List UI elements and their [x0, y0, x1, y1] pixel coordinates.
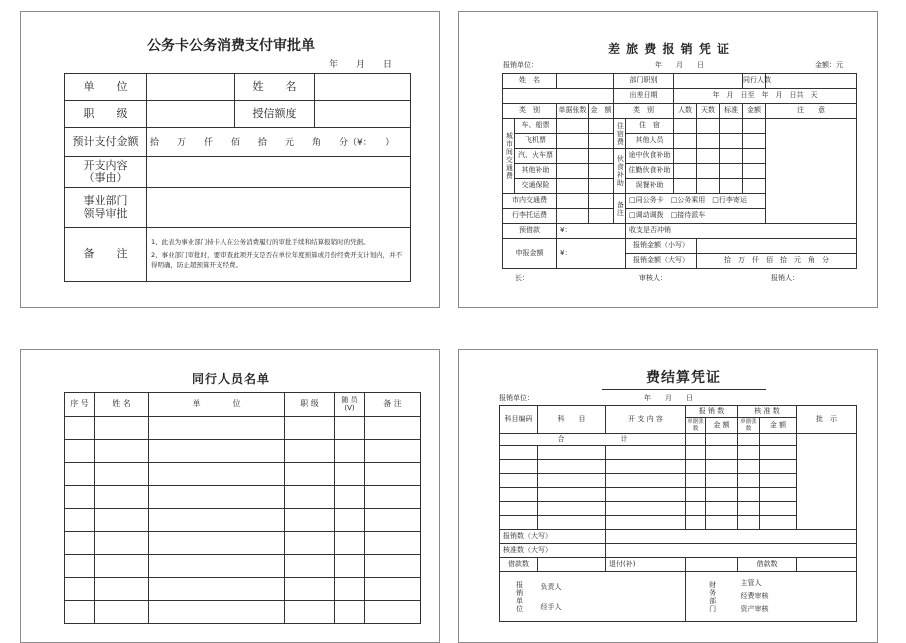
row-label: 住 宿 — [626, 119, 674, 134]
cell[interactable] — [335, 417, 365, 440]
cell[interactable] — [738, 474, 760, 488]
cell[interactable] — [720, 134, 743, 149]
content-line-1: 开支内容 — [83, 158, 128, 172]
form-title: 差 旅 费 报 销 凭 证 — [607, 42, 731, 56]
label-trip-date: 出差日期 — [614, 89, 674, 104]
cell-note[interactable] — [797, 434, 857, 530]
label-name: 姓 名 — [503, 74, 557, 89]
cell[interactable] — [706, 446, 738, 460]
cell[interactable] — [760, 516, 797, 530]
cell[interactable] — [65, 509, 95, 532]
cell[interactable] — [335, 440, 365, 463]
cell-name[interactable] — [557, 74, 614, 89]
row-label: 汽、火车票 — [515, 149, 557, 164]
cell[interactable] — [760, 434, 797, 446]
cell-prepaid[interactable] — [538, 558, 606, 572]
cell[interactable] — [589, 179, 614, 194]
cell[interactable] — [149, 555, 285, 578]
cell[interactable] — [65, 555, 95, 578]
cell[interactable] — [743, 134, 766, 149]
head-content: 开 支 内 容 — [606, 406, 686, 434]
cell[interactable] — [557, 134, 589, 149]
cell[interactable] — [606, 446, 686, 460]
cell[interactable] — [285, 486, 335, 509]
head-no: 序 号 — [65, 393, 95, 417]
cell-claimed[interactable]: ¥： — [557, 239, 626, 269]
label-credit: 授信额度 — [235, 101, 315, 128]
cell[interactable] — [285, 555, 335, 578]
cell[interactable] — [720, 179, 743, 194]
cell[interactable] — [149, 417, 285, 440]
form-title: 费结算凭证 — [646, 370, 721, 386]
cell[interactable] — [149, 509, 285, 532]
head-amount2: 金 额 — [760, 418, 797, 434]
signer-chief: 主管人 — [740, 578, 762, 587]
head-docs: 单据张数 — [557, 104, 589, 119]
cell[interactable] — [606, 488, 686, 502]
remark-note-2: 2、事业部门审批时，要审查此项开支是否在单位年度预算或月份经费开支计划内，并不得明确，防止超预算开支经费。 — [151, 251, 403, 269]
head-code: 科目编码 — [500, 406, 538, 434]
head-remark: 注 意 — [766, 104, 857, 119]
cell[interactable] — [335, 578, 365, 601]
cell[interactable] — [738, 460, 760, 474]
head-approve: 核 准 数 — [738, 406, 797, 418]
cell[interactable] — [500, 488, 538, 502]
group-finance — [686, 572, 738, 622]
cell[interactable] — [743, 119, 766, 134]
cell[interactable] — [589, 194, 614, 209]
row-label: 其他补助 — [515, 164, 557, 179]
head-std: 标准 — [720, 104, 743, 119]
cell[interactable] — [674, 134, 697, 149]
cell[interactable] — [706, 434, 738, 446]
cell[interactable] — [149, 463, 285, 486]
cell[interactable] — [697, 134, 720, 149]
form-title: 公务卡公务消费支付审批单 — [147, 38, 315, 54]
cell[interactable] — [95, 509, 149, 532]
cell[interactable] — [606, 502, 686, 516]
form-title: 同行人员名单 — [191, 372, 270, 386]
label-prepaid: 借款数 — [500, 558, 538, 572]
label-amount: 预计支付金额 — [65, 128, 147, 157]
cell[interactable] — [760, 460, 797, 474]
label-rank: 职 级 — [65, 101, 147, 128]
cell[interactable] — [95, 532, 149, 555]
cell[interactable] — [285, 601, 335, 624]
cell[interactable] — [285, 417, 335, 440]
cell[interactable] — [720, 149, 743, 164]
cell[interactable] — [706, 516, 738, 530]
remark-note-1: 1、此表为事业部门持卡人在公务消费履行的审批手续和结算报销时的凭据。 — [151, 238, 370, 247]
label-total-small: 报销金额（小写） — [626, 239, 697, 254]
cell-unit[interactable] — [147, 74, 235, 101]
cell[interactable] — [743, 179, 766, 194]
cell-blank — [503, 89, 614, 104]
cell[interactable] — [538, 460, 606, 474]
cell[interactable] — [697, 149, 720, 164]
signer-asset: 资产审核 — [740, 605, 769, 614]
content-line-2: （事由） — [83, 171, 128, 184]
label-approve-big: 核准数（大写） — [500, 544, 606, 558]
seat-mark: (V) — [344, 403, 355, 412]
cell[interactable] — [686, 434, 706, 446]
row-sum: 合 计 — [500, 434, 686, 446]
cell[interactable] — [697, 179, 720, 194]
cell[interactable] — [589, 134, 614, 149]
cell[interactable] — [706, 488, 738, 502]
cell[interactable] — [365, 463, 421, 486]
cell[interactable] — [95, 417, 149, 440]
row-label: 误餐补助 — [626, 179, 674, 194]
cell[interactable] — [95, 486, 149, 509]
checkbox-row-1[interactable]: □同公务卡 □公务乘用 □行李寄运 — [626, 194, 766, 209]
cell-offset[interactable] — [797, 558, 857, 572]
cell[interactable] — [500, 502, 538, 516]
title-underline — [602, 389, 766, 390]
cell[interactable] — [557, 119, 589, 134]
cell[interactable] — [743, 164, 766, 179]
cell[interactable] — [500, 460, 538, 474]
cell[interactable] — [557, 179, 589, 194]
table-row — [65, 440, 421, 463]
signer-agent: 经手人 — [540, 602, 562, 611]
label-content — [65, 157, 147, 188]
cell[interactable] — [365, 440, 421, 463]
cell[interactable] — [738, 446, 760, 460]
checkbox-row-2[interactable]: □调动调拨 □接待派车 — [626, 209, 766, 224]
table-row — [65, 509, 421, 532]
cell[interactable] — [538, 474, 606, 488]
form-date: 年 月 日 — [644, 394, 693, 402]
head-days: 天数 — [697, 104, 720, 119]
cell-approve-big[interactable] — [606, 544, 857, 558]
cell-total-small[interactable] — [697, 239, 857, 254]
cell[interactable] — [538, 488, 606, 502]
cell[interactable] — [606, 516, 686, 530]
label-name: 姓 名 — [235, 74, 315, 101]
cell-remark — [147, 228, 411, 282]
label-total-big: 报销金额（大写） — [626, 254, 697, 269]
cell[interactable] — [65, 578, 95, 601]
finance-signers — [738, 572, 857, 622]
cell[interactable] — [738, 434, 760, 446]
table-row — [65, 463, 421, 486]
sign-auditor: 审核人： — [639, 274, 667, 282]
cell[interactable] — [65, 440, 95, 463]
cell[interactable] — [285, 532, 335, 555]
cell-approve[interactable] — [147, 188, 411, 228]
label-dept: 部门职别 — [614, 74, 674, 89]
signer-reviewer: 经费审核 — [740, 591, 769, 600]
cell[interactable] — [720, 164, 743, 179]
head-rank: 职 级 — [285, 393, 335, 417]
group-city-transport: 城市间交通费 — [503, 119, 515, 194]
group-claim-unit — [500, 572, 538, 622]
travel-table — [502, 73, 857, 269]
cell[interactable] — [720, 119, 743, 134]
row-label: 市内交通费 — [503, 194, 557, 209]
head-people: 人数 — [674, 104, 697, 119]
group-note: 备注 — [614, 194, 626, 224]
head-claim: 报 销 数 — [686, 406, 738, 418]
table-row — [65, 532, 421, 555]
sign-claimant: 报销人： — [771, 274, 799, 282]
cell[interactable] — [285, 440, 335, 463]
cell[interactable] — [706, 474, 738, 488]
cell[interactable] — [65, 486, 95, 509]
cell[interactable] — [95, 555, 149, 578]
cell[interactable] — [149, 601, 285, 624]
cell[interactable] — [686, 502, 706, 516]
cell[interactable] — [365, 417, 421, 440]
row-label: 车、船票 — [515, 119, 557, 134]
cell[interactable] — [686, 474, 706, 488]
approve-line-1: 事业部门 — [83, 194, 128, 208]
cell[interactable] — [149, 532, 285, 555]
cell-amount[interactable] — [147, 128, 411, 157]
cell-refund[interactable] — [686, 558, 738, 572]
head-note: 批 示 — [797, 406, 857, 434]
signer-handler: 负责人 — [540, 582, 562, 591]
cell[interactable] — [760, 502, 797, 516]
head-docs: 单据张数 — [687, 419, 704, 432]
head-amount: 金 额 — [706, 418, 738, 434]
cell-date-range[interactable]: 年 月 日至 年 月 日共 天 — [674, 89, 857, 104]
cell-companions[interactable] — [766, 74, 857, 89]
cell[interactable] — [589, 149, 614, 164]
amount-units: 拾 万 仟 佰 拾 元 角 分（¥： ） — [150, 137, 395, 148]
label-approve — [65, 188, 147, 228]
claim-unit-signers — [538, 572, 686, 622]
cell[interactable] — [65, 417, 95, 440]
cell-remark[interactable] — [766, 119, 857, 224]
cell[interactable] — [589, 119, 614, 134]
cell[interactable] — [589, 209, 614, 224]
row-label: 交通保险 — [515, 179, 557, 194]
seat-label: 随 员 — [341, 395, 358, 404]
unit-label: 报销单位： — [503, 61, 538, 69]
cell-prepaid[interactable]: ¥： — [557, 224, 626, 239]
cell[interactable] — [686, 488, 706, 502]
cell[interactable] — [65, 463, 95, 486]
cell[interactable] — [65, 601, 95, 624]
cell[interactable] — [500, 474, 538, 488]
cell[interactable] — [335, 532, 365, 555]
label-claim-big: 报销数（大写） — [500, 530, 606, 544]
cell[interactable] — [760, 488, 797, 502]
cell[interactable] — [335, 509, 365, 532]
cell[interactable] — [538, 516, 606, 530]
cell[interactable] — [365, 509, 421, 532]
row-label: 其他人员 — [626, 134, 674, 149]
cell[interactable] — [149, 486, 285, 509]
head-subject: 科 目 — [538, 406, 606, 434]
cell[interactable] — [606, 460, 686, 474]
head-cat2: 类 别 — [614, 104, 674, 119]
cell-total-big[interactable]: 拾 万 仟 佰 拾 元 角 分 — [697, 254, 857, 269]
cell[interactable] — [365, 532, 421, 555]
head-amount2: 金额 — [743, 104, 766, 119]
cell[interactable] — [686, 460, 706, 474]
settlement-table — [499, 405, 857, 622]
head-seat — [335, 393, 365, 417]
label-refund: 退付(补) — [606, 558, 686, 572]
table-row — [65, 486, 421, 509]
cell[interactable] — [95, 601, 149, 624]
table-row — [65, 555, 421, 578]
cell[interactable] — [674, 179, 697, 194]
cell[interactable] — [365, 486, 421, 509]
cell[interactable] — [760, 474, 797, 488]
cell[interactable] — [706, 502, 738, 516]
cell[interactable] — [538, 446, 606, 460]
cell[interactable] — [365, 578, 421, 601]
cell[interactable] — [557, 194, 589, 209]
cell[interactable] — [500, 516, 538, 530]
amount-unit: 金额：元 — [815, 61, 843, 69]
label-offset: 借款数 — [738, 558, 797, 572]
cell[interactable] — [738, 502, 760, 516]
approve-line-2: 领导审批 — [83, 206, 128, 220]
travel-expense-form — [458, 11, 878, 308]
row-label: 途中伙食补助 — [626, 149, 674, 164]
sign-leader: 长： — [515, 274, 529, 282]
cell-rank[interactable] — [147, 101, 235, 128]
row-label: 飞机票 — [515, 134, 557, 149]
cell[interactable] — [674, 149, 697, 164]
head-cat: 类 别 — [503, 104, 557, 119]
cell[interactable] — [335, 601, 365, 624]
table-row — [65, 578, 421, 601]
cell-credit[interactable] — [315, 101, 411, 128]
cell[interactable] — [557, 164, 589, 179]
cell[interactable] — [674, 119, 697, 134]
group-lodging: 住宿费 — [614, 119, 626, 149]
cell[interactable] — [606, 474, 686, 488]
label-claimed: 申报金额 — [503, 239, 557, 269]
label-companions: 同行人数 — [743, 74, 766, 89]
cell[interactable] — [686, 516, 706, 530]
cell[interactable] — [760, 446, 797, 460]
cell[interactable] — [365, 555, 421, 578]
group-allowance: 伙食补助 — [614, 149, 626, 194]
cell[interactable] — [285, 463, 335, 486]
cell[interactable] — [335, 486, 365, 509]
cell[interactable] — [149, 578, 285, 601]
cell[interactable] — [335, 555, 365, 578]
cell-content[interactable] — [147, 157, 411, 188]
cell[interactable] — [95, 440, 149, 463]
head-amount: 金 额 — [589, 104, 614, 119]
cell[interactable] — [95, 463, 149, 486]
label-remark: 备 注 — [65, 228, 147, 282]
claim-unit-label: 报销单位 — [515, 580, 524, 613]
approval-table — [64, 73, 411, 282]
companion-table — [64, 392, 421, 624]
cell[interactable] — [95, 578, 149, 601]
cell[interactable] — [686, 446, 706, 460]
form-date: 年 月 日 — [329, 60, 393, 70]
unit-label: 报销单位： — [499, 394, 534, 402]
payment-approval-form — [20, 11, 440, 308]
cell[interactable] — [285, 509, 335, 532]
cell-name[interactable] — [315, 74, 411, 101]
cell[interactable] — [743, 149, 766, 164]
cell[interactable] — [697, 164, 720, 179]
row-label: 住勤伙食补助 — [626, 164, 674, 179]
finance-dept-label: 财务部门 — [708, 580, 717, 613]
cell-claim-big[interactable] — [606, 530, 857, 544]
cell[interactable] — [285, 578, 335, 601]
head-remark: 备 注 — [365, 393, 421, 417]
head-name: 姓 名 — [95, 393, 149, 417]
cell[interactable] — [589, 164, 614, 179]
cell[interactable] — [557, 149, 589, 164]
cell[interactable] — [500, 446, 538, 460]
cell[interactable] — [538, 502, 606, 516]
cell[interactable] — [365, 601, 421, 624]
cell-dept[interactable] — [674, 74, 743, 89]
cell[interactable] — [65, 532, 95, 555]
cell[interactable] — [335, 463, 365, 486]
label-returned: 收支是否冲销 — [626, 224, 857, 239]
table-row — [65, 417, 421, 440]
form-date: 年 月 日 — [655, 61, 704, 69]
row-label: 行李托运费 — [503, 209, 557, 224]
table-row — [65, 601, 421, 624]
cell[interactable] — [738, 516, 760, 530]
label-prepaid: 预借款 — [503, 224, 557, 239]
cell[interactable] — [557, 209, 589, 224]
cell[interactable] — [149, 440, 285, 463]
head-unit: 单 位 — [149, 393, 285, 417]
head-docs2: 单据张数 — [738, 418, 760, 434]
settlement-voucher-form — [458, 349, 878, 643]
cell[interactable] — [706, 460, 738, 474]
label-unit: 单 位 — [65, 74, 147, 101]
cell[interactable] — [674, 164, 697, 179]
cell[interactable] — [738, 488, 760, 502]
cell[interactable] — [697, 119, 720, 134]
companion-list-form — [20, 349, 440, 643]
